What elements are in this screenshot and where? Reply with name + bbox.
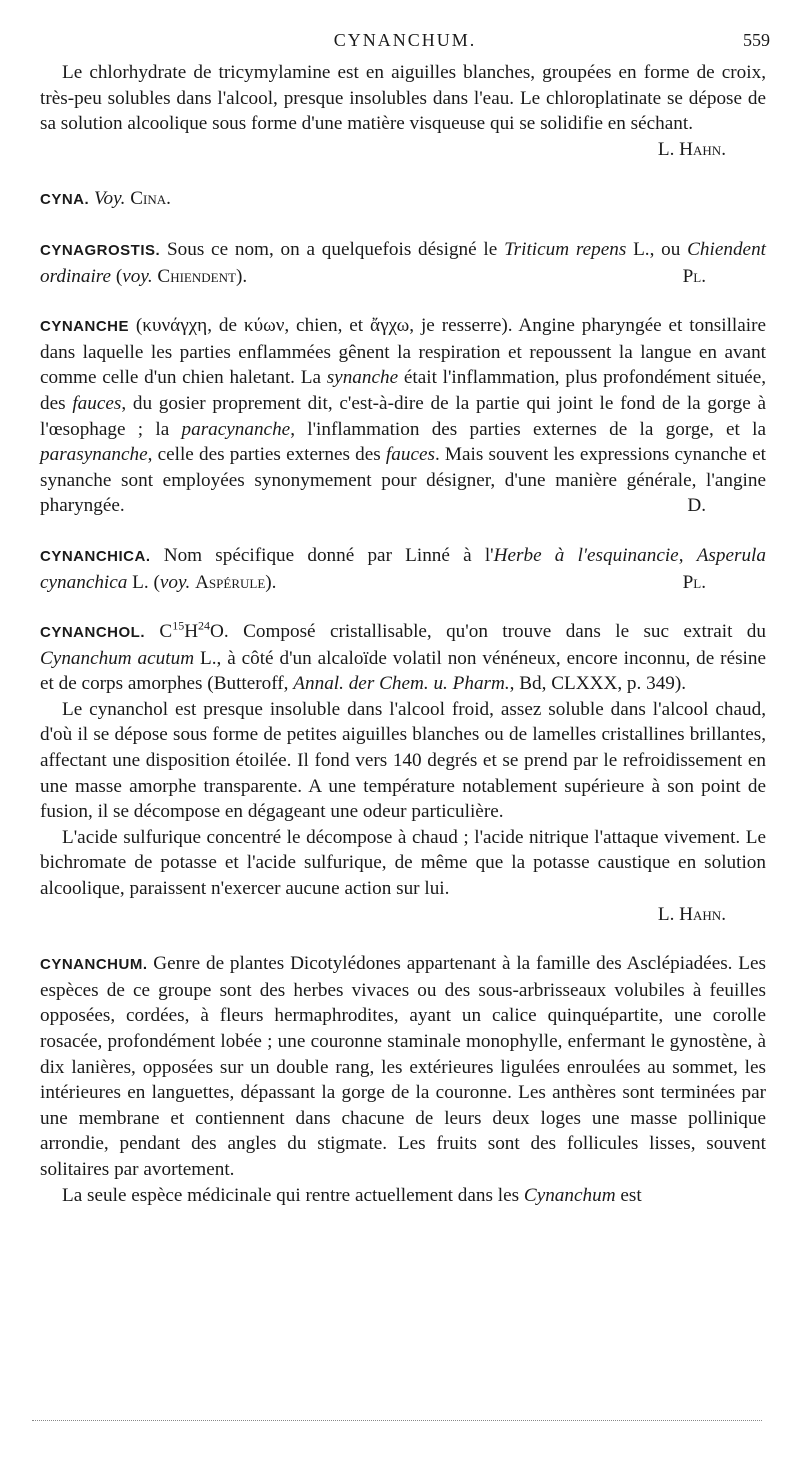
- term: fauces: [72, 392, 122, 414]
- entry-text: Genre de plantes Dicotylédones appartenant à la famille des Asclépiadées. Les espèces de ce groupe sont des herbes vivaces ou des sous-arbrisseaux volubiles à feuilles opposées, cordées, à fleurs hermaphrodites, ayant un calice quinquépartite, une corolle rosacée, profondément lobée ; une couronne staminale monophylle, enfermant le gynostène, à dix lanières, opposées sur un double rang, les extérieures ligulées enroulées au sommet, les intérieures en languettes, dépassant la gorge de la couronne. Les anthères sont terminées par une membrane et contiennent dans chacune de leurs deux loges une masse pollinique arrondie, pendant des angles du stigmate. Les fruits sont des follicules lisses, souvent solitaires par avortement.: [40, 953, 766, 1180]
- cross-ref-target: Aspérule: [195, 571, 266, 593]
- latin-name: Asperula cynanchica: [40, 544, 766, 593]
- term: synanche: [326, 367, 399, 389]
- entry-text: , l'inflammation des parties externes de la gorge, et la: [290, 418, 766, 440]
- page-content: [40, 60, 766, 1208]
- running-head: [40, 30, 770, 56]
- continuation-paragraph: [40, 60, 766, 137]
- headword-cynagrostis: CYNAGROSTIS.: [40, 241, 161, 259]
- entry-text: ).: [235, 265, 248, 287]
- cynanchol-paragraph-3: L'acide sulfurique concentré le décompose à chaud ; l'acide nitrique l'attaque vivement. Le bichromate de potasse et l'acide sulfurique, de même que la potasse caustique en solution alcoolique, paraissent n'exercer aucune action sur lui.: [40, 826, 766, 900]
- headword-cynanchol: CYNANCHOL.: [40, 624, 145, 642]
- entry-cynanchol: [40, 619, 766, 697]
- entry-text: L., ou: [626, 238, 688, 260]
- entry-cynanche: [40, 313, 766, 519]
- running-title: CYNANCHUM.: [333, 30, 477, 50]
- author-signature: Pl.: [682, 265, 706, 287]
- entry-cynanchum: [40, 951, 766, 1182]
- continuation-text: Le chlorhydrate de tricymylamine est en aiguilles blanches, groupées en forme de croix, très-peu solubles dans l'alcool, presque insolubles dans l'eau. Le chloroplatinate se dépose de sa solution alcoolique sous forme d'une matière visqueuse qui se solidifie en séchant.: [40, 62, 766, 135]
- entry-text: , celle des parties externes des: [147, 444, 386, 466]
- author-signature: L. Hahn.: [657, 903, 726, 925]
- entry-text: (: [111, 265, 123, 287]
- genus-name: Cynanchum: [523, 1184, 616, 1206]
- cross-ref-voy: voy.: [159, 571, 191, 593]
- cross-ref-voy: Voy.: [93, 188, 126, 210]
- cynanchol-paragraph-2: Le cynanchol est presque insoluble dans l'alcool froid, assez soluble dans l'alcool chaud, d'où il se dépose sous forme de petites aiguilles blanches ou de lamelles cristallines brillantes, affectant une disposition étoilée. Il fond vers 140 degrés et se prend par le refroidissement en une masse amorphe transparente. A une température notablement supérieure à son point de fusion, il se décompose en dégageant une odeur particulière.: [40, 698, 766, 823]
- entry-text: était l'inflammation, plus profondément située, des: [40, 367, 767, 414]
- author-signature: D.: [687, 495, 706, 517]
- entry-text: est: [615, 1184, 642, 1206]
- term: fauces: [385, 444, 435, 466]
- journal-title: Annal. der Chem. u. Pharm.: [293, 673, 510, 695]
- headword-cynanchica: CYNANCHICA.: [40, 547, 151, 565]
- entry-text: ,: [678, 544, 697, 566]
- formula-hydrogen: H: [184, 621, 199, 643]
- entry-text: . Mais souvent les expressions cynanche et synanche sont employées synonymement pour désigner, d'une manière générale, l'angine pharyngée.: [40, 444, 766, 517]
- entry-text: , du gosier proprement dit, c'est-à-dire de la partie qui joint le fond de la gorge à l'œsophage ; la: [40, 392, 766, 440]
- cross-ref-target: Cina.: [130, 188, 171, 210]
- cross-ref-target: Chiendent: [157, 265, 236, 287]
- headword-cynanchum: CYNANCHUM.: [40, 956, 148, 974]
- entry-text: (κυνάγχη, de κύων, chien, et ἄγχω, je resserre). Angine pharyngée et tonsillaire dans laquelle les parties enflammées gênent la respiration et repoussent la langue en avant comme celle d'un chien haletant. La: [40, 315, 766, 389]
- entry-text: La seule espèce médicinale qui rentre actuellement dans les: [62, 1184, 524, 1206]
- formula-carbon: C: [145, 621, 173, 643]
- headword-cyna: CYNA.: [40, 191, 90, 209]
- latin-name: Triticum repens: [504, 238, 627, 260]
- entry-text: Sous ce nom, on a quelquefois désigné le: [160, 238, 505, 260]
- entry-cyna: [40, 186, 766, 213]
- entry-text: ).: [265, 571, 277, 593]
- term: paracynanche: [181, 418, 291, 440]
- term: parasynanche: [40, 444, 148, 466]
- entry-text: L. (: [127, 571, 160, 593]
- entry-text: L., à côté d'un alcaloïde volatil non vénéneux, encore inconnu, de résine et de corps amorphes (Butteroff,: [40, 647, 766, 695]
- signature-line: [40, 137, 766, 163]
- author-signature: L. Hahn.: [657, 138, 726, 160]
- author-signature: Pl.: [682, 571, 706, 593]
- entry-cynagrostis: [40, 237, 766, 289]
- bottom-dotted-rule: [32, 1420, 762, 1421]
- common-name: Herbe à l'esquinancie: [493, 544, 679, 566]
- formula-carbon-count: 15: [172, 618, 185, 633]
- common-name: Chiendent ordinaire: [40, 238, 766, 287]
- entry-text: , Bd, CLXXX, p. 349).: [509, 673, 687, 695]
- signature-line: [40, 902, 766, 928]
- formula-oxygen: O.: [210, 621, 229, 643]
- cynanchum-paragraph-2: [40, 1183, 766, 1209]
- headword-cynanche: CYNANCHE: [40, 318, 130, 336]
- entry-text: Nom spécifique donné par Linné à l': [150, 544, 494, 566]
- cross-ref-voy: voy.: [122, 265, 153, 287]
- page-number: 559: [743, 30, 770, 50]
- entry-cynanchica: [40, 543, 766, 595]
- latin-name: Cynanchum acutum: [40, 647, 195, 669]
- formula-hydrogen-count: 24: [198, 618, 211, 633]
- entry-text: Composé cristallisable, qu'on trouve dans le suc extrait du: [228, 621, 766, 643]
